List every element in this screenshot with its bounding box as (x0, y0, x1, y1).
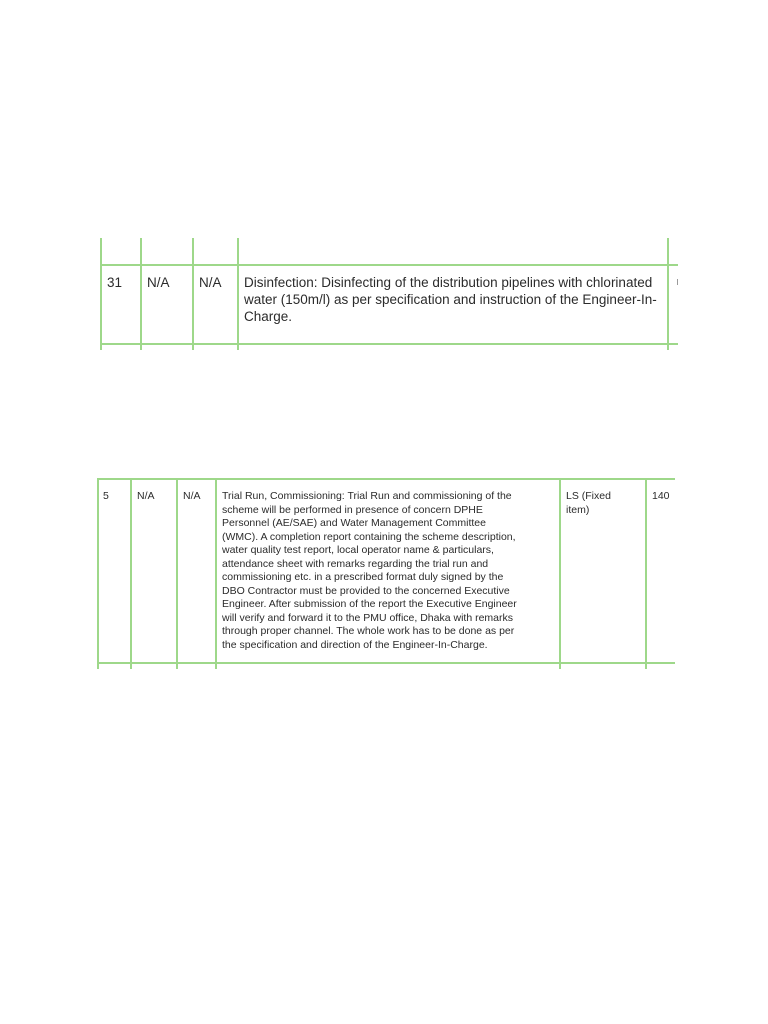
cell-na: N/A (199, 275, 222, 290)
table-bottom-line-top (98, 478, 675, 480)
unit-line: item) (566, 503, 590, 516)
description-line: the specification and direction of the Engineer-In-Charge. (222, 638, 488, 651)
table-top-col-divider (100, 238, 102, 350)
description-line: Personnel (AE/SAE) and Water Management Committee (222, 517, 486, 529)
description-line: Disinfection: Disinfecting of the distribution pipelines with chlorinated (244, 275, 653, 290)
table-top-col-divider (667, 238, 669, 350)
unit-line: LS (Fixed (566, 490, 611, 502)
description-line: will verify and forward it to the PMU office, Dhaka with remarks (222, 611, 513, 624)
description-line: DBO Contractor must be provided to the concerned Executive (222, 584, 510, 597)
description-line: commissioning etc. in a prescribed format duly signed by the (222, 571, 504, 583)
table-top-col-divider (192, 238, 194, 350)
description-line: Charge. (244, 309, 293, 324)
quantity: 140 (652, 490, 670, 502)
description-line: water (150m/l) as per specification and instruction of the Engineer-In- (244, 292, 657, 307)
table-bottom-col-divider (559, 478, 561, 669)
description-line: through proper channel. The whole work has to be done as per (222, 625, 515, 637)
table-bottom-col-divider (215, 478, 217, 669)
item-number: 5 (103, 490, 109, 502)
item-number: 31 (107, 275, 123, 290)
cell-na: N/A (137, 490, 155, 502)
description-line: (WMC). A completion report containing the scheme description, (222, 530, 516, 543)
description-line: scheme will be performed in presence of concern DPHE (222, 503, 483, 516)
clipped-cell-mark (677, 279, 678, 285)
description-line: attendance sheet with remarks regarding the trial run and (222, 557, 489, 570)
cell-na: N/A (147, 275, 170, 290)
description-line: Engineer. After submission of the report the Executive Engineer (222, 598, 517, 610)
description-line: Trial Run, Commissioning: Trial Run and commissioning of the (222, 490, 512, 502)
table-top-col-divider (237, 238, 239, 350)
table-bottom-col-divider (176, 478, 178, 669)
table-top-line-top (101, 264, 678, 266)
table-top-col-divider (140, 238, 142, 350)
cell-na: N/A (183, 490, 201, 502)
table-bottom-line-bottom (98, 662, 675, 664)
table-bottom-col-divider (97, 478, 99, 669)
table-top-line-bottom (101, 343, 678, 345)
table-bottom-col-divider (130, 478, 132, 669)
description-line: water quality test report, local operator name & particulars, (222, 544, 494, 556)
table-bottom-col-divider (645, 478, 647, 669)
